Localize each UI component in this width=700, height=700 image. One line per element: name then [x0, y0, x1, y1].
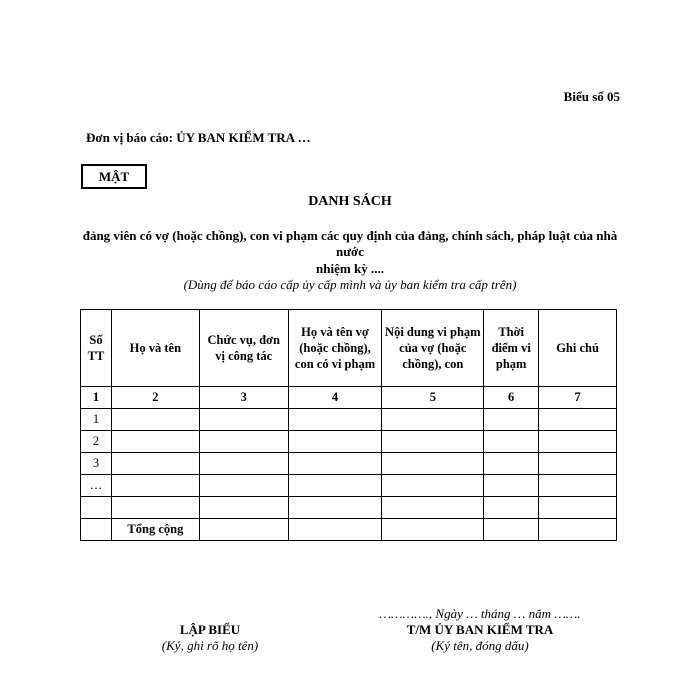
- table-cell: [539, 519, 617, 541]
- header-relative-name: Họ và tên vợ (hoặc chồng), con có vi phạm: [288, 310, 382, 387]
- table-cell: [288, 475, 382, 497]
- document-subtitle: đảng viên có vợ (hoặc chồng), con vi phạm các quy định của đảng, chính sách, pháp luật của nhà nước: [82, 228, 618, 259]
- table-cell: [288, 497, 382, 519]
- prepared-by-title: LẬP BIỂU: [179, 622, 241, 637]
- total-row: [81, 519, 617, 541]
- table-row: [81, 409, 617, 431]
- column-number: 1: [81, 387, 112, 409]
- table-cell: [111, 475, 199, 497]
- table-cell: [199, 431, 288, 453]
- row-index: [81, 497, 112, 519]
- column-number: 5: [382, 387, 484, 409]
- table-cell: [111, 453, 199, 475]
- column-number: 6: [484, 387, 539, 409]
- column-number: 2: [111, 387, 199, 409]
- row-index: 1: [81, 409, 112, 431]
- secret-stamp: MẬT: [81, 164, 147, 189]
- usage-note: (Dùng để báo cáo cấp ủy cấp mình và ủy ban kiểm tra cấp trên): [183, 277, 517, 292]
- header-violation-time: Thời điểm vi phạm: [484, 310, 539, 387]
- prepared-by-block: [130, 622, 290, 654]
- column-number: 3: [199, 387, 288, 409]
- violations-table: [80, 309, 617, 541]
- header-full-name: Họ và tên: [111, 310, 199, 387]
- column-number: 4: [288, 387, 382, 409]
- approved-by-title: T/M ỦY BAN KIỂM TRA: [406, 622, 554, 637]
- table-cell: [288, 431, 382, 453]
- table-row: [81, 453, 617, 475]
- table-cell: [288, 409, 382, 431]
- table-cell: [111, 497, 199, 519]
- table-cell: [484, 453, 539, 475]
- table-cell: [111, 431, 199, 453]
- form-code: Biểu số 05: [563, 89, 620, 104]
- total-label: Tổng cộng: [111, 519, 199, 541]
- term-line: nhiệm kỳ ....: [316, 261, 384, 276]
- column-number: 7: [539, 387, 617, 409]
- table-cell: [484, 519, 539, 541]
- row-index: 2: [81, 431, 112, 453]
- header-position: Chức vụ, đơn vị công tác: [199, 310, 288, 387]
- table-cell: [382, 497, 484, 519]
- table-row: [81, 475, 617, 497]
- table-cell: [199, 519, 288, 541]
- header-stt: Số TT: [81, 310, 112, 387]
- row-index: …: [81, 475, 112, 497]
- table-cell: [382, 453, 484, 475]
- table-header-row: [81, 310, 617, 387]
- table-cell: [199, 453, 288, 475]
- table-cell: [539, 453, 617, 475]
- table-cell: [382, 475, 484, 497]
- table-cell: [539, 475, 617, 497]
- table-cell: [484, 497, 539, 519]
- table-cell: [484, 409, 539, 431]
- table-cell: [288, 453, 382, 475]
- table-row: [81, 497, 617, 519]
- prepared-by-hint: (Ký, ghi rõ họ tên): [161, 638, 259, 653]
- header-notes: Ghi chú: [539, 310, 617, 387]
- table-cell: [199, 475, 288, 497]
- column-number-row: [81, 387, 617, 409]
- table-cell: [199, 497, 288, 519]
- date-line: …………., Ngày … tháng … năm …….: [379, 606, 581, 621]
- table-cell: [199, 409, 288, 431]
- table-cell: [539, 409, 617, 431]
- table-cell: [539, 431, 617, 453]
- table-cell: [484, 431, 539, 453]
- table-cell: [484, 475, 539, 497]
- approval-block: [360, 606, 600, 654]
- document-title: DANH SÁCH: [308, 194, 392, 209]
- header-violation-content: Nội dung vi phạm của vợ (hoặc chồng), con: [382, 310, 484, 387]
- approved-by-hint: (Ký tên, đóng dấu): [431, 638, 529, 653]
- table-cell: [382, 409, 484, 431]
- row-index: 3: [81, 453, 112, 475]
- table-cell: [111, 409, 199, 431]
- table-cell: [288, 519, 382, 541]
- table-cell: [81, 519, 112, 541]
- table-row: [81, 431, 617, 453]
- table-cell: [539, 497, 617, 519]
- table-cell: [382, 431, 484, 453]
- table-cell: [382, 519, 484, 541]
- reporting-unit: Đơn vị báo cáo: ỦY BAN KIỂM TRA …: [86, 130, 311, 145]
